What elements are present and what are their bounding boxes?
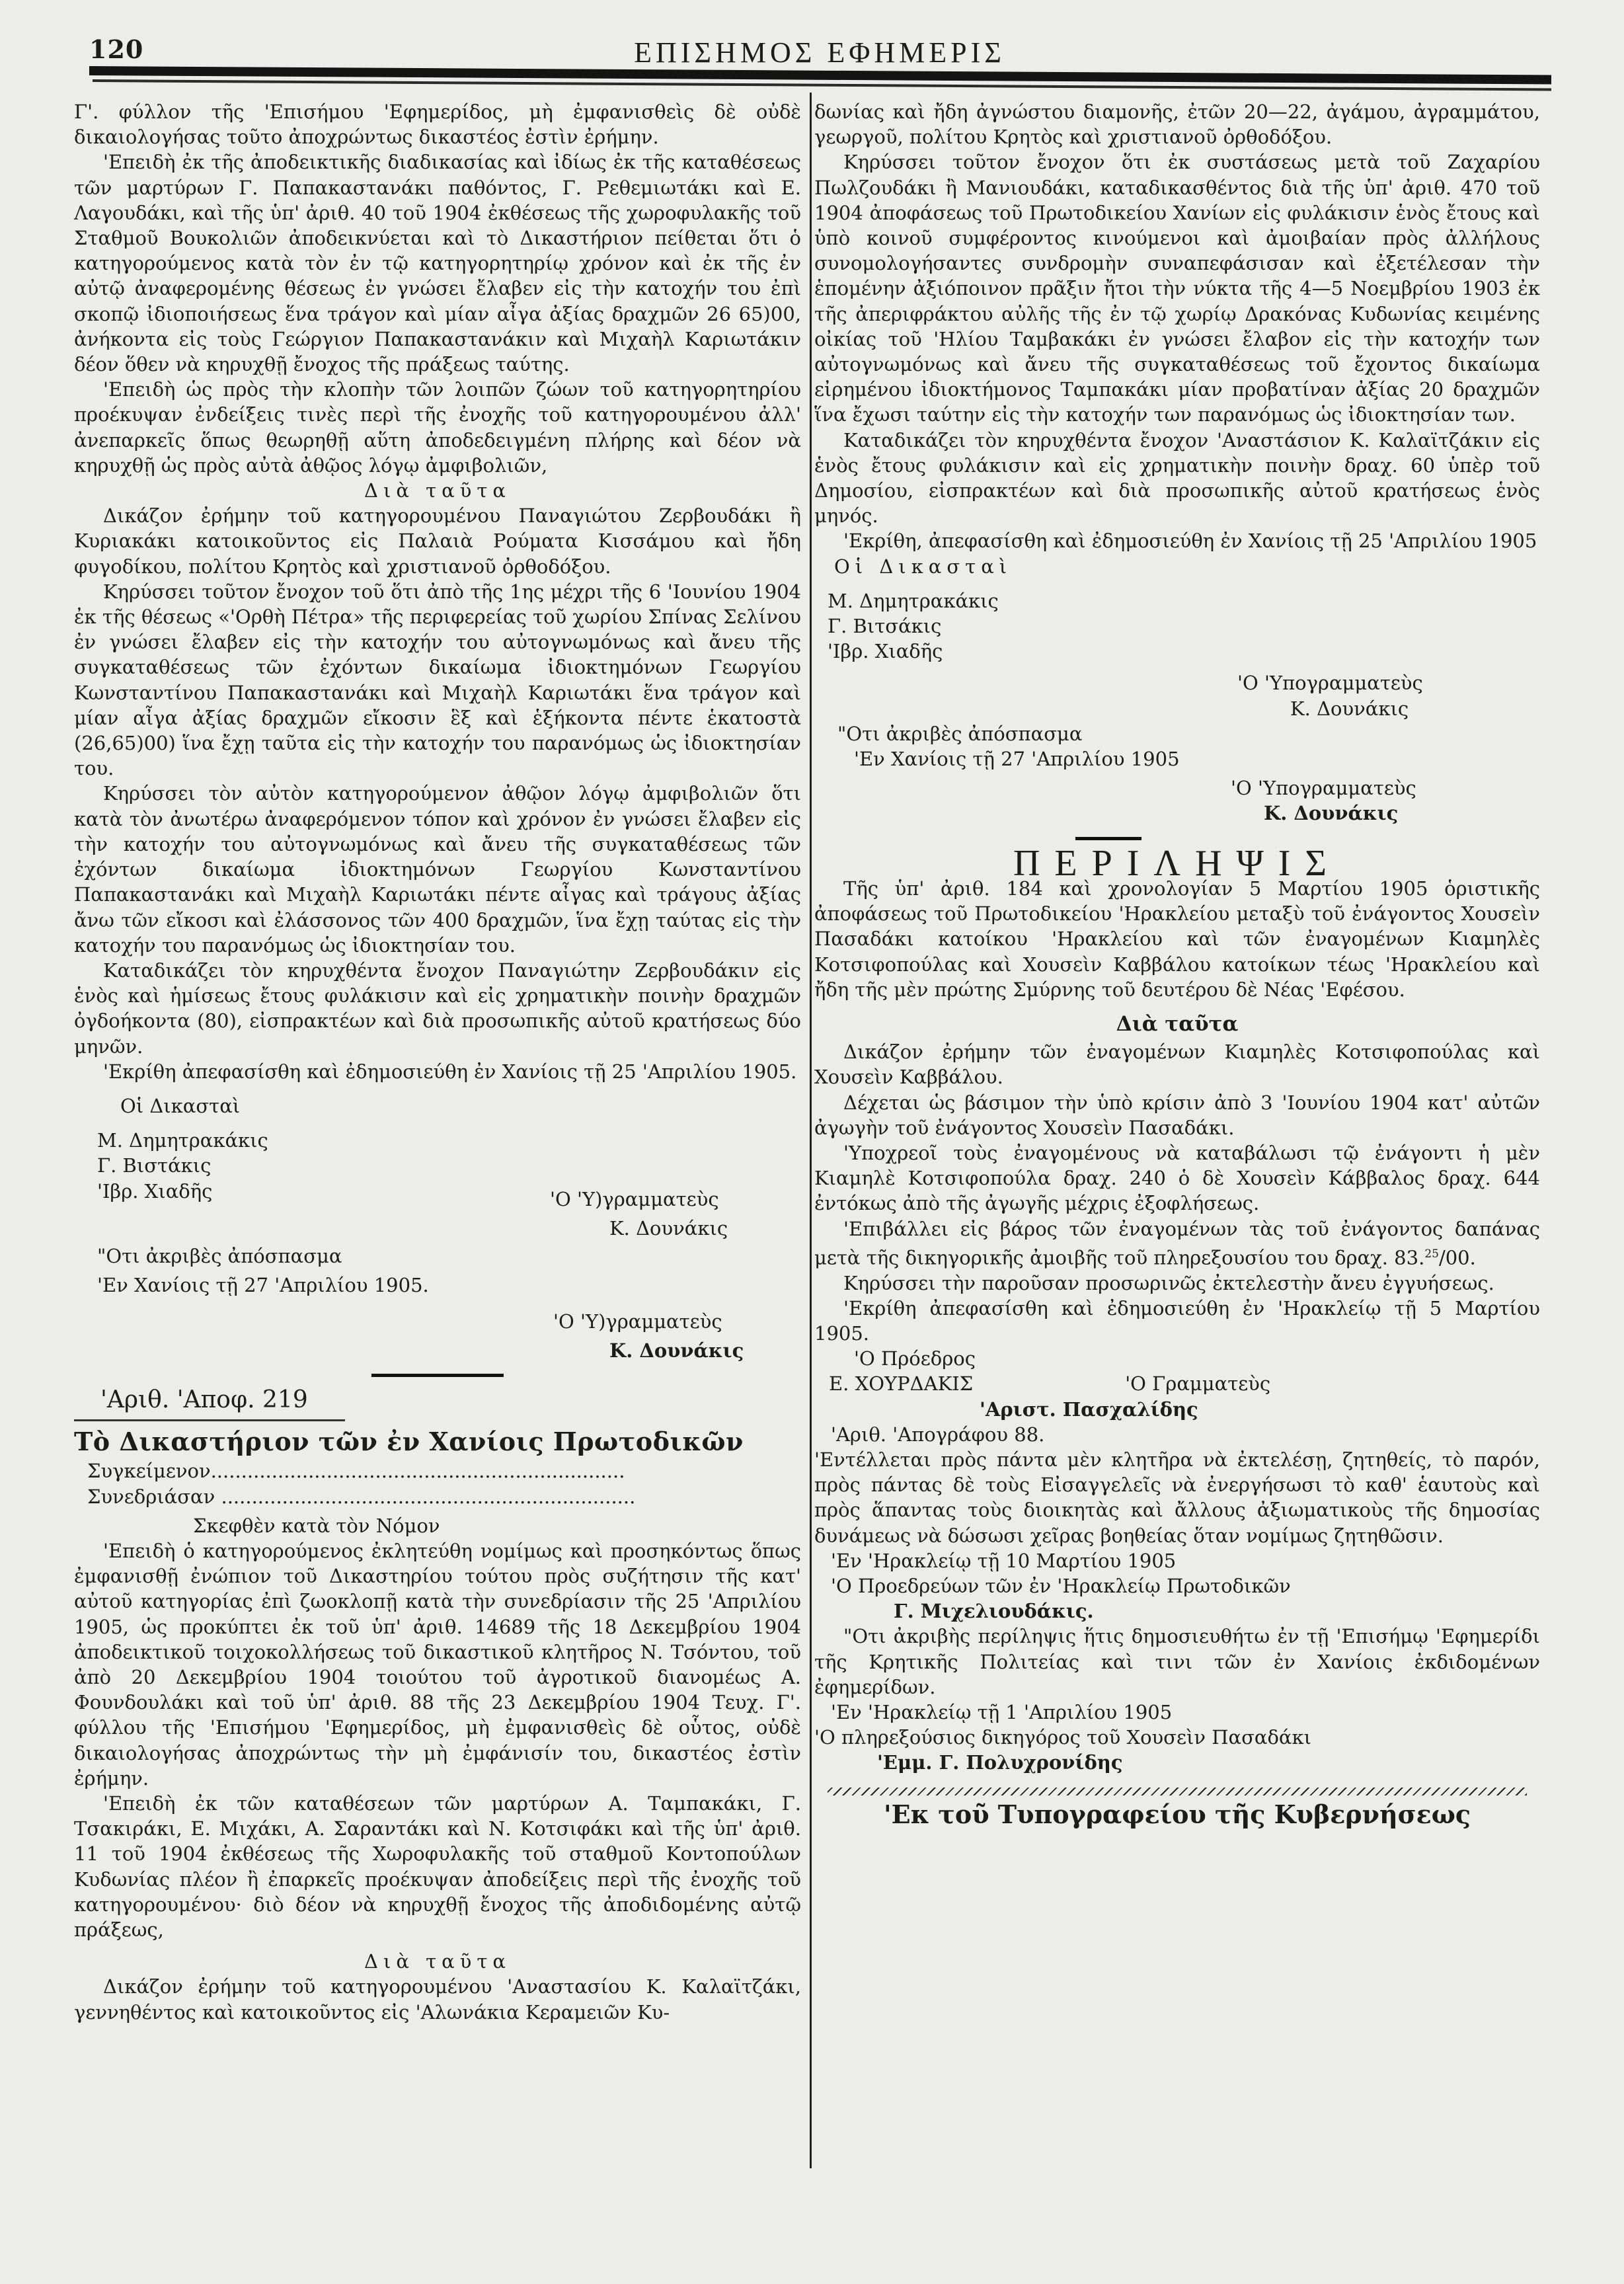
paragraph-text: 'Επιβάλλει εἰς βάρος τῶν ἐναγομένων τὰς τοῦ ἐνάγοντος δαπάνας μετὰ τῆς δικηγορικῆς ἀμοιβῆς τοῦ πληρεξουσίου του δραχ. 83. (814, 1217, 1540, 1269)
secretary-name: Κ. Δουνάκις (609, 1339, 744, 1362)
paragraph: 'Εκρίθη, ἀπεφασίσθη καὶ ἐδημοσιεύθη ἐν Χανίοις τῇ 25 'Απριλίου 1905 (843, 530, 1537, 553)
paragraph-text-tail: /00. (1438, 1246, 1476, 1269)
judge-name: Γ. Βιστάκις (97, 1154, 212, 1177)
composed-label: Συγκείμενον (87, 1460, 211, 1483)
paragraph: 'Εντέλλεται πρὸς πάντα μὲν κλητῆρα νὰ ἐκτελέσῃ, ζητηθείς, τὸ παρόν, πρὸς πάντας δὲ τοὺς Εἰσαγγελεῖς νὰ ἐνεργήσωσι τὸ καθ' ἑαυτοὺς καὶ πρὸς ἅπαντας τοὺς διοικητὰς καὶ ἄλλους ἀξιωματικοὺς τῆς δημοσίας δυνάμεως νὰ δώσωσι χεῖρας βοηθείας ὅταν νομίμως ζητηθῶσιν. (814, 1448, 1540, 1547)
printer-imprint: 'Εκ τοῦ Τυπογραφείου τῆς Κυβερνήσεως (883, 1799, 1471, 1829)
secretary-title: 'Ο 'Υ)γραμματεὺς (553, 1310, 722, 1333)
secretary-name: Κ. Δουνάκις (609, 1216, 728, 1240)
true-copy-note: "Οτι ἀκριβὲς ἀπόσπασμα (97, 1245, 342, 1268)
president-title: 'Ο Πρόεδρος (854, 1347, 976, 1370)
convened-line (74, 1484, 801, 1509)
copy-number: 'Αριθ. 'Απογράφου 88. (831, 1423, 1045, 1446)
judge-name: Μ. Δημητρακάκις (828, 589, 999, 612)
dot-leader: .................................................................... (221, 1485, 636, 1508)
paragraph: 'Εκρίθη ἀπεφασίσθη καὶ ἐδημοσιεύθη ἐν Χανίοις τῇ 25 'Απριλίου 1905. (103, 1060, 797, 1083)
left-column (74, 99, 801, 2025)
deliberated-heading: Σκεφθὲν κατὰ τὸν Νόμον (193, 1514, 440, 1537)
paragraph: Καταδικάζει τὸν κηρυχθέντα ἔνοχον 'Αναστάσιον Κ. Καλαϊτζάκιν εἰς ἑνὸς ἔτους φυλάκισιν καὶ εἰς χρηματικὴν ποινὴν δραχ. 60 ὑπὲρ τοῦ Δημοσίου, εἰσπρακτέων καὶ διὰ προσωπικῆς αὐτοῦ κρατήσεως ἑνὸς μηνός. (814, 428, 1540, 528)
separator-rule (74, 1419, 345, 1421)
separator-rule (1075, 837, 1141, 840)
paragraph: 'Εκρίθη ἀπεφασίσθη καὶ ἐδημοσιεύθη ἐν 'Ηρακλείῳ τῇ 5 Μαρτίου 1905. (814, 1296, 1540, 1345)
attorney-name: 'Εμμ. Γ. Πολυχρονίδης (877, 1751, 1123, 1774)
paragraph: Δικάζον ἐρήμην τοῦ κατηγορουμένου 'Αναστασίου Κ. Καλαϊτζάκι, γεννηθέντος καὶ κατοικοῦντος εἰς 'Αλωνάκια Κεραμειῶν Κυ- (74, 1975, 801, 2024)
paragraph: 'Επειδὴ ἐκ τῆς ἀποδεικτικῆς διαδικασίας καὶ ἰδίως ἐκ τῆς καταθέσεως τῶν μαρτύρων Γ. Παπακαστανάκι παθόντος, Γ. Ρεθεμιωτάκι καὶ Ε. Λαγουδάκι, καὶ τῆς ὑπ' ἀριθ. 40 τοῦ 1904 ἐκθέσεως τῆς χωροφυλακῆς τοῦ Σταθμοῦ Βουκολιῶν ἀποδεικνύεται καὶ τὸ Δικαστήριον πείθεται ὅτι ὁ κατηγορούμενος κατὰ τὸν ἐν τῷ κατηγορητηρίῳ χρόνον καὶ ἐκ τῆς ἐν αὐτῷ ἀναφερομένης θέσεως ἐν γνώσει ἔλαβεν εἰς τὴν κατοχήν του ἐπὶ σκοπῷ ἰδιοποιήσεως ἕνα τράγον καὶ μίαν αἶγα ἀξίας δραχμῶν 26 65)00, ἀνήκοντα εἰς τοὺς Γεώργιον Παπακαστανάκιν καὶ Μιχαὴλ Καριωτάκιν δέον ὅθεν νὰ κηρυχθῇ ἔνοχος τῆς πράξεως ταύτης. (74, 151, 801, 376)
paragraph: Δικάζον ἐρήμην τοῦ κατηγορουμένου Παναγιώτου Ζερβουδάκι ἢ Κυριακάκι κατοικοῦντος εἰς Παλαιὰ Ρούματα Κισσάμου καὶ ἤδη φυγοδίκου, πολίτου Κρητὸς καὶ χριστιανοῦ ὀρθοδόξου. (74, 504, 801, 578)
wavy-separator (828, 1788, 1527, 1795)
superscript-amount: 25 (1424, 1247, 1439, 1261)
attorney-title: 'Ο πληρεξούσιος δικηγόρος τοῦ Χουσεὶν Πασαδάκι (814, 1726, 1312, 1749)
judge-name: 'Ιβρ. Χιαδῆς (97, 1179, 213, 1202)
paragraph: Γ'. φύλλον τῆς 'Επισήμου 'Εφημερίδος, μὴ ἐμφανισθεὶς δὲ οὐδὲ δικαιολογήσας τοῦτο ἀποχρώντως δικαστέος ἐστὶν ἐρήμην. (74, 100, 801, 149)
decision-number: 'Αριθ. 'Αποφ. 219 (100, 1386, 308, 1413)
clerk-name: 'Αριστ. Πασχαλίδης (980, 1398, 1198, 1421)
paragraph: 'Υποχρεοῖ τοὺς ἐναγομένους νὰ καταβάλωσι τῷ ἐνάγοντι ἡ μὲν Κιαμηλὲ Κοτσιφοπούλα δραχ. 240 ὁ δὲ Χουσεὶν Κάββαλος δραχ. 644 ἐντόκως ἀπὸ τῆς ἀγωγῆς μέχρις ἐξοφλήσεως. (814, 1141, 1540, 1215)
clerk-title: 'Ο Γραμματεὺς (1125, 1372, 1271, 1396)
column-divider (810, 93, 812, 2168)
acting-president-name: Γ. Μιχελιουδάκις. (894, 1600, 1094, 1623)
paragraph: Καταδικάζει τὸν κηρυχθέντα ἔνοχον Παναγιώτην Ζερβουδάκιν εἰς ἑνὸς καὶ ἡμίσεως ἔτους φυλάκισιν καὶ εἰς χρηματικὴν ποινὴν δραχμῶν ὀγδοήκοντα (80), εἰσπρακτέων καὶ διὰ προσωπικῆς αὐτοῦ κρατήσεως δύο μηνῶν. (74, 959, 801, 1058)
right-column (814, 99, 1540, 1827)
paragraph: δωνίας καὶ ἤδη ἀγνώστου διαμονῆς, ἐτῶν 20—22, ἀγάμου, ἀγραμμάτου, γεωργοῦ, πολίτου Κρητὸς καὶ χριστιανοῦ ὀρθοδόξου. (814, 100, 1540, 149)
true-copy-date: 'Εν Χανίοις τῇ 27 'Απριλίου 1905. (97, 1274, 429, 1297)
paragraph: 'Επειδὴ ὡς πρὸς τὴν κλοπὴν τῶν λοιπῶν ζώων τοῦ κατηγορητηρίου προέκυψαν ἐνδείξεις τινὲς περὶ τῆς ἐνοχῆς τοῦ κατηγορουμένου ἀλλ' ἀνεπαρκεῖς ὅπως θεωρηθῇ αὕτη ἀποδεδειγμένη πλήρης καὶ δέον νὰ κηρυχθῇ ὡς πρὸς αὐτὰ ἀθῷος λόγῳ ἀμφιβολιῶν, (74, 378, 801, 477)
secretary-title: 'Ο 'Υπογραμματεὺς (1237, 672, 1423, 695)
paragraph: 'Επειδὴ ἐκ τῶν καταθέσεων τῶν μαρτύρων Α. Ταμπακάκι, Γ. Τσακιράκι, Ε. Μιχάκι, Α. Σαραντάκι καὶ Ν. Κοτσιφάκι καὶ τῆς ὑπ' ἀριθ. 11 τοῦ 1904 ἐκθέσεως τῆς Χωροφυλακῆς τοῦ σταθμοῦ Κοντοπούλων Κυδωνίας πλέον ἢ ἐπαρκεῖς προέκυψαν ἀποδείξεις περὶ τῆς ἐνοχῆς τοῦ κατηγορουμένου· διὸ δέον νὰ κηρυχθῇ ἔνοχος τῆς ἀποδιδομένης αὐτῷ πράξεως, (74, 1792, 801, 1942)
secretary-name: Κ. Δουνάκις (1290, 697, 1409, 720)
paragraph: Τῆς ὑπ' ἀριθ. 184 καὶ χρονολογίαν 5 Μαρτίου 1905 ὁριστικῆς ἀποφάσεως τοῦ Πρωτοδικείου 'Ηρακλείου μεταξὺ τοῦ ἐνάγοντος Χουσεὶν Πασαδάκι κατοίκου 'Ηρακλείου καὶ τῶν ἐναγομένων Κιαμηλὲς Κοτσιφοπούλας καὶ Χουσεὶν Καββάλου κατοίκων τέως 'Ηρακλείου καὶ ἤδη τῆς μὲν πρώτης Σμύρνης τοῦ δευτέρου δὲ Νέας 'Εφέσου. (814, 877, 1540, 1001)
true-copy-note: "Οτι ἀκριβὲς ἀπόσπασμα (837, 722, 1083, 745)
section-heading: Διὰ ταῦτα (1116, 1011, 1239, 1036)
president-name-text: Ε. ΧΟΥΡΔΑΚΙΣ (829, 1372, 974, 1396)
place-date: 'Εν 'Ηρακλείῳ τῇ 10 Μαρτίου 1905 (831, 1549, 1177, 1572)
judge-name: Γ. Βιτσάκις (828, 615, 942, 638)
composed-line (74, 1458, 801, 1483)
place-date: 'Εν 'Ηρακλείῳ τῇ 1 'Απριλίου 1905 (831, 1701, 1173, 1724)
paragraph: Κηρύσσει τὴν παροῦσαν προσωρινῶς ἐκτελεστὴν ἄνευ ἐγγυήσεως. (843, 1271, 1494, 1294)
dot-leader: .................................................................... (210, 1460, 625, 1483)
president-name (814, 1371, 1540, 1396)
paragraph (814, 1216, 1540, 1271)
section-heading: Διὰ ταῦτα (364, 1950, 511, 1973)
section-heading: Διὰ ταῦτα (364, 479, 511, 502)
judge-name: Μ. Δημητρακάκις (97, 1129, 268, 1152)
masthead-title: ΕΠΙΣΗΜΟΣ ΕΦΗΜΕΡΙΣ (634, 36, 1005, 69)
paragraph: "Οτι ἀκριβὴς περίληψις ἥτις δημοσιευθήτω ἐν τῇ 'Επισήμῳ 'Εφημερίδι τῆς Κρητικῆς Πολιτείας καὶ τινι τῶν ἐν Χανίοις ἐκδιδομένων ἐφημερίδων. (814, 1625, 1540, 1698)
judges-label: Οἱ Δικασταὶ (120, 1094, 241, 1117)
secretary-title: 'Ο 'Υ)γραμματεὺς (550, 1187, 719, 1210)
secretary-name: Κ. Δουνάκις (1264, 802, 1399, 825)
separator-rule (371, 1374, 504, 1377)
secretary-title: 'Ο 'Υπογραμματεὺς (1231, 777, 1416, 800)
paragraph: 'Επειδὴ ὁ κατηγορούμενος ἐκλητεύθη νομίμως καὶ προσηκόντως ὅπως ἐμφανισθῇ ἐνώπιον τοῦ Δικαστηρίου τούτου πρὸς συζήτησιν τῆς κατ' αὐτοῦ κατηγορίας ἐπὶ ζωοκλοπῇ κατὰ τὴν συνεδρίασιν τῆς 25 'Απριλίου 1905, ὡς προκύπτει ἐκ τοῦ ὑπ' ἀριθ. 14689 τῆς 18 Δεκεμβρίου 1904 ἀποδεικτικοῦ τοιχοκολλήσεως τοῦ δικαστικοῦ κλητῆρος Ν. Τσόντου, τοῦ ἀπὸ 20 Δεκεμβρίου 1904 τοιούτου τοῦ ἀγροτικοῦ διανομέως Α. Φουνδουλάκι καὶ τοῦ ὑπ' ἀριθ. 88 τῆς 23 Δεκεμβρίου 1904 Τευχ. Γ'. φύλλου τῆς 'Επισήμου 'Εφημερίδος, μὴ ἐμφανισθεὶς δὲ οὗτος, οὐδὲ δικαιολογήσας ἀποχρώντως τὴν μὴ ἐμφάνισίν του, δικαστέος ἐστὶν ἐρήμην. (74, 1539, 801, 1790)
convened-label: Συνεδριάσαν (87, 1485, 215, 1508)
paragraph: Κηρύσσει τὸν αὐτὸν κατηγορούμενον ἀθῷον λόγῳ ἀμφιβολιῶν ὅτι κατὰ τὸν ἀνωτέρω ἀναφερόμενον τόπον καὶ χρόνον ἐν γνώσει ἔλαβεν εἰς τὴν κατοχήν του αὐτογνωμόνως καὶ ἄνευ τῆς συγκαταθέσεως τῶν ἐχόντων δικαίωμα ἰδιοκτημόνων Γεωργίου Κωνσταντίνου Παπακαστανάκι καὶ Μιχαὴλ Καριωτάκι πέντε αἶγας καὶ τράγους ἀξίας ἄνω τῶν εἴκοσι καὶ ἐλάσσονος τῶν 400 δραχμῶν, ἵνα ἔχῃ ταύτας εἰς τὴν κατοχήν του παρανόμως ὡς ἰδιοκτησίαν του. (74, 782, 801, 957)
judge-name: 'Ιβρ. Χιαδῆς (828, 640, 943, 663)
page-header (89, 32, 1550, 71)
paragraph: Δικάζον ἐρήμην τῶν ἐναγομένων Κιαμηλὲς Κοτσιφοπούλας καὶ Χουσεὶν Καββάλου. (814, 1041, 1540, 1089)
paragraph: Δέχεται ὡς βάσιμον τὴν ὑπὸ κρίσιν ἀπὸ 3 'Ιουνίου 1904 κατ' αὐτῶν ἀγωγὴν τοῦ ἐνάγοντος Χουσεὶν Πασαδάκι. (814, 1091, 1540, 1139)
paragraph: Κηρύσσει τοῦτον ἔνοχον ὅτι ἐκ συστάσεως μετὰ τοῦ Ζαχαρίου Πωλζουδάκι ἢ Μανιουδάκι, καταδικασθέντος διὰ τῆς ὑπ' ἀριθ. 470 τοῦ 1904 ἀποφάσεως τοῦ Πρωτοδικείου Χανίων εἰς φυλάκισιν ἑνὸς ἔτους καὶ ὑπὸ κοινοῦ συμφέροντος κινούμενοι καὶ ἀμοιβαίαν πρὸς ἀλλήλους συνομολογήσαντες συνδρομὴν συναπεφάσισαν καὶ ἐξετέλεσαν τὴν ἑπομένην ἀξιόποινον πρᾶξιν ἤτοι τὴν νύκτα τῆς 4—5 Νοεμβρίου 1903 ἐκ τῆς ἀπεριφράκτου αὐλῆς τῆς ἐν τῷ χωρίῳ Δρακόνας Κυδωνίας κειμένης οἰκίας τοῦ 'Ηλίου Ταμβακάκι ἐν γνώσει ἔλαβον εἰς τὴν κατοχήν των αὐτογνωμόνως καὶ ἄνευ τῆς συγκαταθέσεως τοῦ ἔχοντος δικαίωμα εἰρημένου ἰδιοκτήμονος Ταμπακάκι μίαν προβατίναν ἀξίας 20 δραχμῶν ἵνα ἔχωσι ταύτην εἰς τὴν κατοχήν των παρανόμως ὡς ἰδιοκτησίαν των. (814, 151, 1540, 426)
acting-president-title: 'Ο Προεδρεύων τῶν ἐν 'Ηρακλείῳ Πρωτοδικῶν (831, 1575, 1291, 1598)
summary-title: ΠΕΡΙΛΗΨΙΣ (1013, 842, 1342, 884)
page-number: 120 (89, 34, 144, 64)
court-title: Τὸ Δικαστήριον τῶν ἐν Χανίοις Πρωτοδικῶν (74, 1427, 744, 1457)
true-copy-date: 'Εν Χανίοις τῇ 27 'Απριλίου 1905 (854, 748, 1180, 771)
paragraph: Κηρύσσει τοῦτον ἔνοχον τοῦ ὅτι ἀπὸ τῆς 1ης μέχρι τῆς 6 'Ιουνίου 1904 ἐκ τῆς θέσεως «'Ορθὴ Πέτρα» τῆς περιφερείας τοῦ χωρίου Σπίνας Σελίνου ἐν γνώσει ἔλαβεν εἰς τὴν κατοχήν του αὐτογνωμόνως καὶ ἄνευ τῆς συγκαταθέσεως τῶν ἐχόντων δικαίωμα ἰδιοκτημόνων Γεωργίου Κωνσταντίνου Παπακαστανάκι καὶ Μιχαὴλ Καριωτάκι ἕνα τράγον καὶ μίαν αἶγα ἀξίας δραχμῶν εἴκοσιν ἓξ καὶ ἑξήκοντα πέντε ἑκατοστὰ (26,65)00) ἵνα ἔχῃ ταῦτα εἰς τὴν κατοχήν του παρανόμως ὡς ἰδιοκτησίαν του. (74, 580, 801, 780)
judges-label: Οἱ Δικασταὶ (834, 555, 1013, 578)
